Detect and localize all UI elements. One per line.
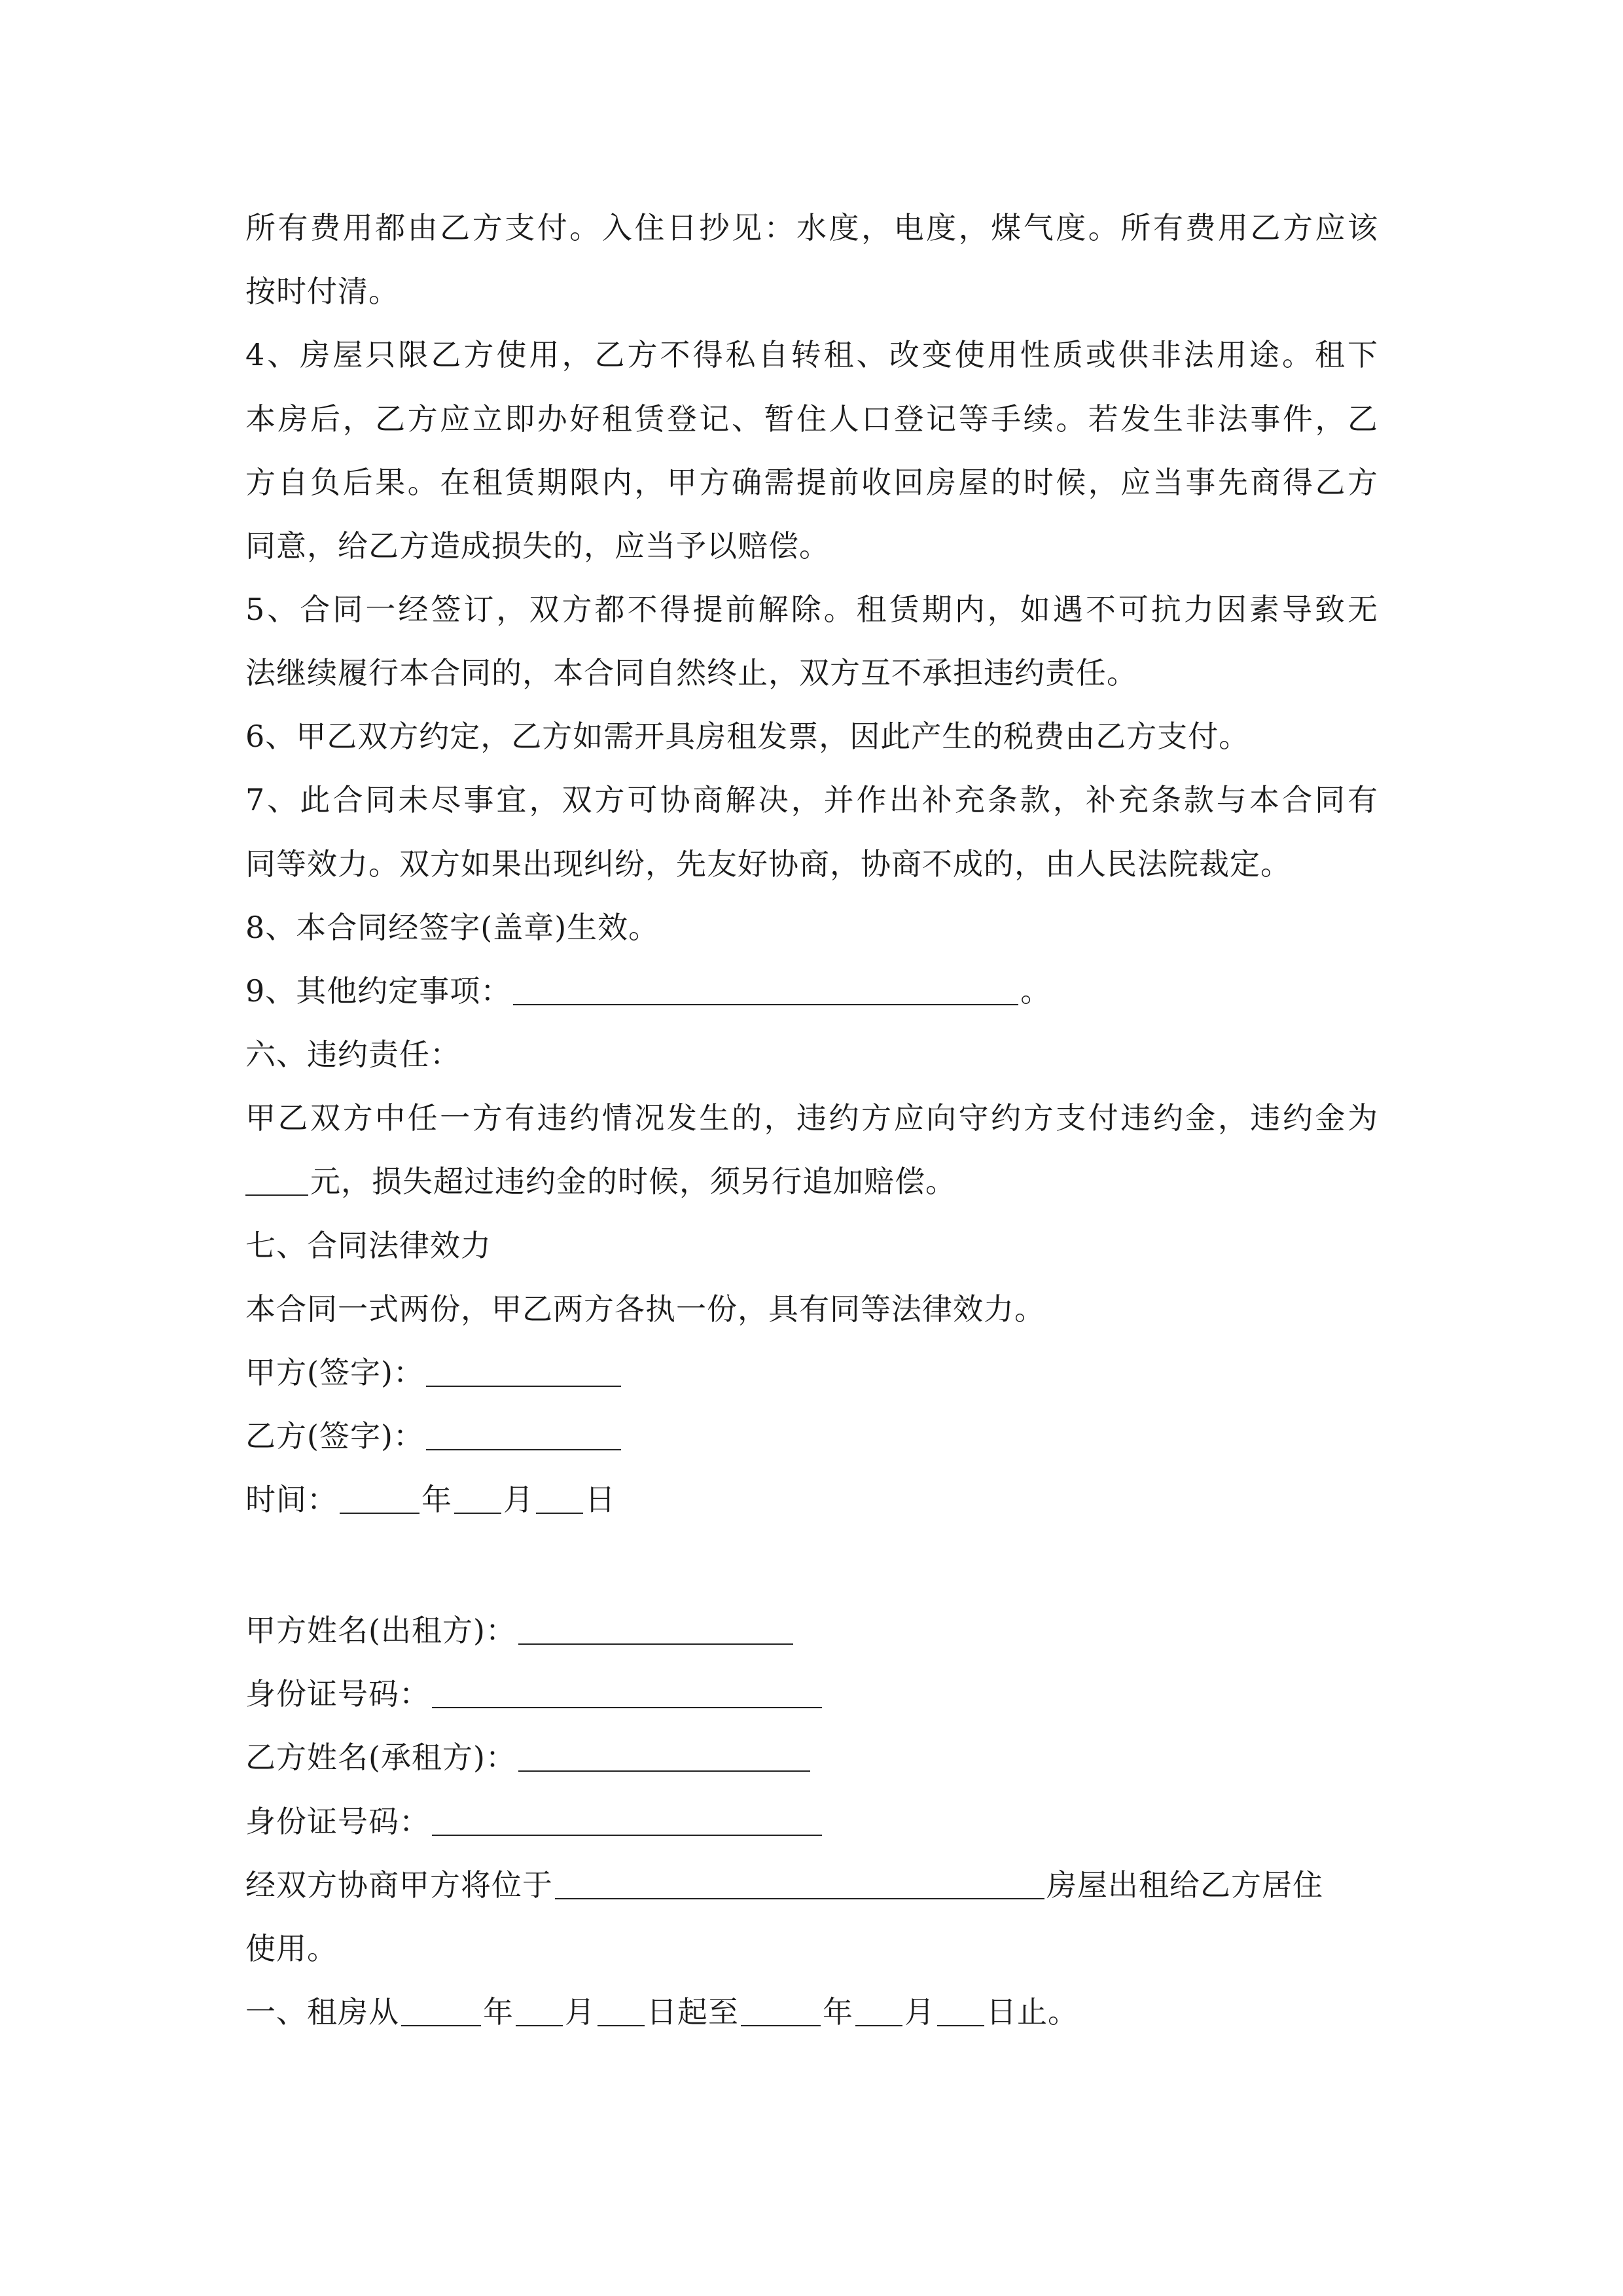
term-year2-label: 年 <box>823 1994 853 2030</box>
term-month-label: 月 <box>565 1994 596 2030</box>
end-year-blank[interactable] <box>741 1995 821 2026</box>
other-matters-blank[interactable] <box>513 974 1018 1005</box>
penalty-line-text: 元，损失超过违约金的时候，须另行追加赔偿。 <box>310 1164 956 1199</box>
section-7-title: 七、合同法律效力 <box>245 1228 491 1263</box>
paragraph-line: 所有费用都由乙方支付。入住日抄见：水度，电度，煤气度。所有费用乙方应该 <box>245 210 1378 245</box>
clause-6-line: 6、甲乙双方约定，乙方如需开具房租发票，因此产生的税费由乙方支付。 <box>245 719 1250 754</box>
term-from-label: 日起至 <box>647 1994 739 2030</box>
day-blank[interactable] <box>536 1482 583 1514</box>
clause-4-line: 同意，给乙方造成损失的，应当予以赔偿。 <box>245 528 830 564</box>
location-line <box>245 1865 1323 1905</box>
copies-line: 本合同一式两份，甲乙两方各执一份，具有同等法律效力。 <box>245 1291 1045 1327</box>
lessee-name-label: 乙方姓名(承租方)： <box>245 1740 516 1775</box>
start-month-blank[interactable] <box>516 1995 563 2026</box>
clause-4-line: 本房后，乙方应立即办好租赁登记、暂住人口登记等手续。若发生非法事件，乙 <box>245 401 1378 437</box>
location-line-2: 使用。 <box>245 1931 338 1966</box>
month-label: 月 <box>503 1482 534 1517</box>
section-6-title: 六、违约责任： <box>245 1037 461 1072</box>
start-day-blank[interactable] <box>597 1995 645 2026</box>
month-blank[interactable] <box>454 1482 501 1514</box>
lessor-name-blank[interactable] <box>518 1613 793 1645</box>
party-a-signature-line <box>245 1353 623 1392</box>
lessee-id-line <box>245 1802 824 1841</box>
term-year-label: 年 <box>483 1994 514 2030</box>
clause-8-line: 8、本合同经签字(盖章)生效。 <box>245 910 660 945</box>
lessor-id-label: 身份证号码： <box>245 1676 430 1712</box>
party-b-signature-line <box>245 1416 623 1456</box>
end-month-blank[interactable] <box>855 1995 902 2026</box>
lease-term-line <box>245 1992 1079 2032</box>
clause-4-line: 方自负后果。在租赁期限内，甲方确需提前收回房屋的时候，应当事先商得乙方 <box>245 465 1378 500</box>
day-label: 日 <box>585 1482 616 1517</box>
term-to-label: 日止。 <box>986 1994 1079 2030</box>
party-b-signature-blank[interactable] <box>426 1419 621 1450</box>
term-month2-label: 月 <box>904 1994 935 2030</box>
lessee-name-line <box>245 1738 812 1777</box>
clause-7-line: 同等效力。双方如果出现纠纷，先友好协商，协商不成的，由人民法院裁定。 <box>245 846 1291 882</box>
location-suffix: 房屋出租给乙方居住 <box>1046 1867 1323 1903</box>
year-label: 年 <box>421 1482 452 1517</box>
lessor-name-label: 甲方姓名(出租方)： <box>245 1613 516 1648</box>
clause-4-line: 4、房屋只限乙方使用，乙方不得私自转租、改变使用性质或供非法用途。租下 <box>245 337 1378 372</box>
term-prefix: 一、租房从 <box>245 1994 399 2030</box>
clause-5-line: 5、合同一经签订，双方都不得提前解除。租赁期内，如遇不可抗力因素导致无 <box>245 592 1378 627</box>
party-a-signature-label: 甲方(签字)： <box>245 1355 424 1390</box>
clause-9-end: 。 <box>1020 973 1052 1009</box>
penalty-amount-blank[interactable] <box>245 1164 308 1196</box>
clause-7-line: 7、此合同未尽事宜，双方可协商解决，并作出补充条款，补充条款与本合同有 <box>245 782 1378 817</box>
penalty-line: 甲乙双方中任一方有违约情况发生的，违约方应向守约方支付违约金，违约金为 <box>245 1100 1378 1136</box>
lessor-id-blank[interactable] <box>432 1677 822 1708</box>
clause-9-label: 9、其他约定事项： <box>245 973 512 1009</box>
lessor-name-line <box>245 1611 795 1650</box>
date-line <box>245 1480 616 1519</box>
start-year-blank[interactable] <box>401 1995 481 2026</box>
clause-9-line <box>245 971 1051 1011</box>
end-day-blank[interactable] <box>937 1995 984 2026</box>
lessee-id-blank[interactable] <box>432 1804 822 1836</box>
party-b-signature-label: 乙方(签字)： <box>245 1418 424 1454</box>
paragraph-line: 按时付清。 <box>245 274 399 309</box>
penalty-line <box>245 1162 956 1201</box>
lessee-id-label: 身份证号码： <box>245 1804 430 1839</box>
location-prefix: 经双方协商甲方将位于 <box>245 1867 553 1903</box>
party-a-signature-blank[interactable] <box>426 1355 621 1387</box>
property-location-blank[interactable] <box>555 1868 1044 1899</box>
clause-5-line: 法继续履行本合同的，本合同自然终止，双方互不承担违约责任。 <box>245 655 1137 691</box>
date-label: 时间： <box>245 1482 338 1517</box>
lessee-name-blank[interactable] <box>518 1740 810 1772</box>
lessor-id-line <box>245 1674 824 1713</box>
year-blank[interactable] <box>340 1482 419 1514</box>
